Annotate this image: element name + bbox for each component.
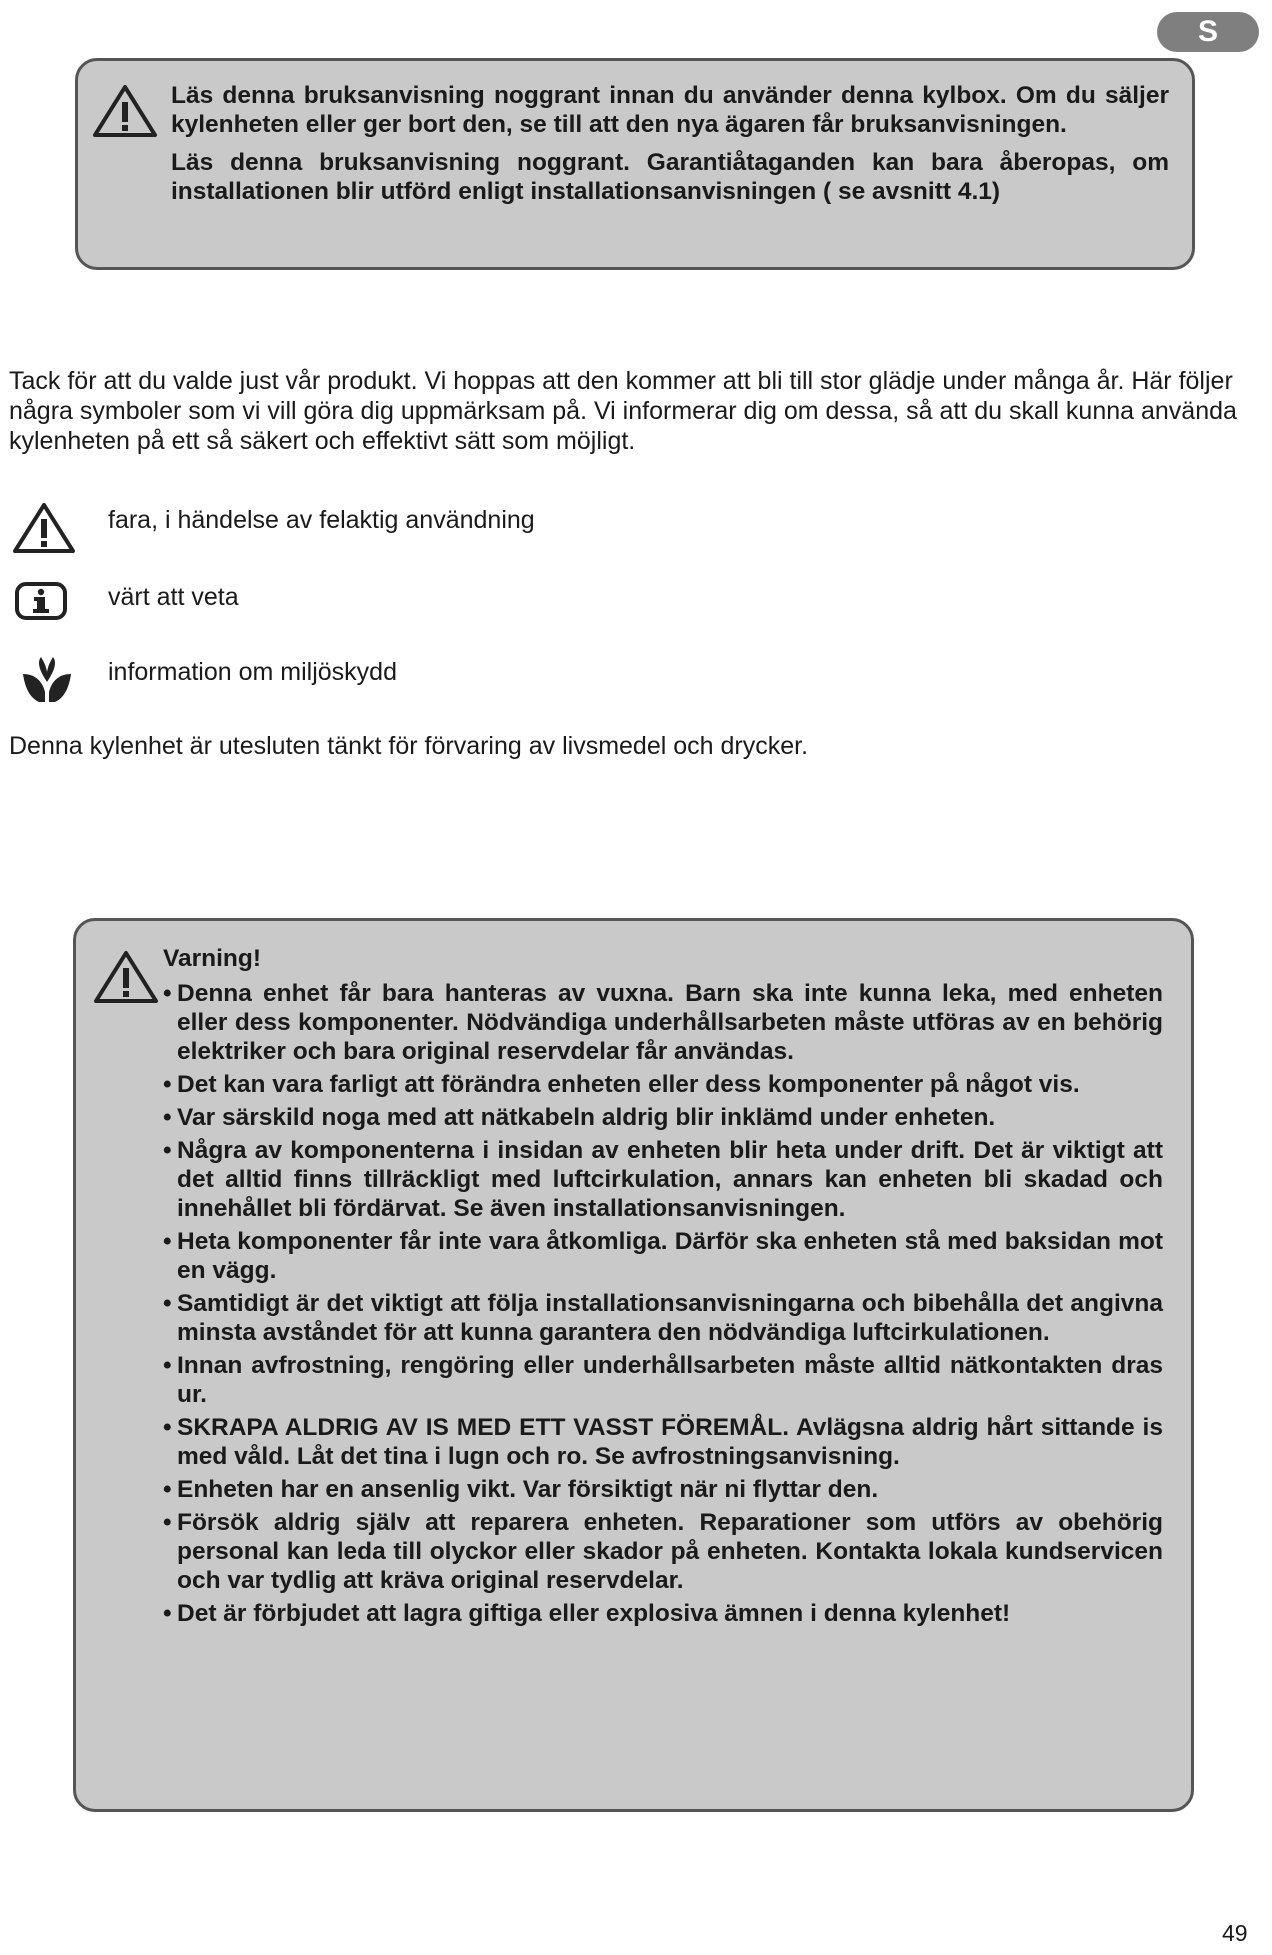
bullet-dot: • [163,1228,172,1255]
top-notice-paragraph-2: Läs denna bruksanvisning noggrant. Garantiåtaganden kan bara åberopas, om installationen blir utförd enligt installationsanvisningen ( se avsnitt 4.1) [171,149,1169,205]
bullet-dot: • [163,1600,172,1627]
warning-item: • SKRAPA ALDRIG AV IS MED ETT VASST FÖREMÅL. Avlägsna aldrig hårt sittande is med våld. Låt det tina i lugn och ro. Se avfrostningsanvisning. [163,1414,1163,1470]
warning-triangle-icon [92,83,158,139]
bullet-dot: • [163,1071,172,1098]
warning-triangle-icon [12,502,76,554]
page-number: 49 [1222,1920,1248,1946]
warning-item: • Heta komponenter får inte vara åtkomliga. Därför ska enheten stå med baksidan mot en vägg. [163,1228,1163,1284]
warning-title: Varning! [163,945,262,972]
warning-list [163,979,1163,1628]
bullet-dot: • [163,980,172,1007]
warning-item: • Enheten har en ansenlig vikt. Var försiktigt när ni flyttar den. [163,1476,879,1503]
warning-item: • Var särskild noga med att nätkabeln aldrig blir inklämd under enheten. [163,1104,996,1131]
bullet-dot: • [163,1414,172,1441]
warning-item: • Denna enhet får bara hanteras av vuxna. Barn ska inte kunna leka, med enheten eller dess komponenter. Nödvändiga underhållsarbeten måste utföras av en behörig elektriker och bara original reservdelar får användas. [163,980,1163,1065]
usage-statement: Denna kylenhet är utesluten tänkt för förvaring av livsmedel och drycker. [9,732,809,760]
symbol-row-danger [0,498,800,558]
flower-icon [20,652,74,706]
symbol-label-info: värt att veta [108,583,239,611]
warning-item: • Innan avfrostning, rengöring eller underhållsarbeten måste alltid nätkontakten dras ur. [163,1352,1163,1408]
language-badge: S [1157,12,1259,52]
warning-item: • Samtidigt är det viktigt att följa installationsanvisningarna och bibehålla det angivna minsta avståndet för att kunna garantera den nödvändiga luftcirkulationen. [163,1290,1163,1346]
symbol-label-environment: information om miljöskydd [108,658,397,686]
symbol-row-info [0,575,800,635]
bullet-dot: • [163,1476,172,1503]
warning-box [73,918,1194,1812]
bullet-dot: • [163,1104,172,1131]
bullet-dot: • [163,1509,172,1536]
top-notice-paragraph-1: Läs denna bruksanvisning noggrant innan du använder denna kylbox. Om du säljer kylenheten eller ger bort den, se till att den nya ägaren får bruksanvisningen. [171,82,1169,138]
symbol-label-danger: fara, i händelse av felaktig användning [108,506,535,534]
warning-item: • Försök aldrig själv att reparera enheten. Reparationer som utförs av obehörig personal kan leda till olyckor eller skador på enheten. Kontakta lokala kundservicen och var tydlig att kräva original reservdelar. [163,1509,1163,1594]
symbol-row-environment [0,650,800,710]
warning-item: • Några av komponenterna i insidan av enheten blir heta under drift. Det är viktigt att det alltid finns tillräckligt med luftcirkulation, annars kan enheten bli skadad och innehållet bli fördärvat. Se även installationsanvisningen. [163,1137,1163,1222]
info-icon [14,581,68,621]
warning-item: • Det kan vara farligt att förändra enheten eller dess komponenter på något vis. [163,1071,1080,1098]
top-notice-text [171,81,1169,206]
warning-item: • Det är förbjudet att lagra giftiga eller explosiva ämnen i denna kylenhet! [163,1600,1011,1627]
bullet-dot: • [163,1352,172,1379]
intro-paragraph: Tack för att du valde just vår produkt. Vi hoppas att den kommer att bli till stor glädje under många år. Här följer några symboler som vi vill göra dig uppmärksam på. Vi informerar dig om dessa, så att du skall kunna använda kylenheten på ett så säkert och effektivt sätt som möjligt. [9,367,1237,455]
warning-text [163,944,1163,1632]
bullet-dot: • [163,1137,172,1164]
warning-triangle-icon [93,949,159,1005]
top-notice-box [75,58,1195,270]
bullet-dot: • [163,1290,172,1317]
